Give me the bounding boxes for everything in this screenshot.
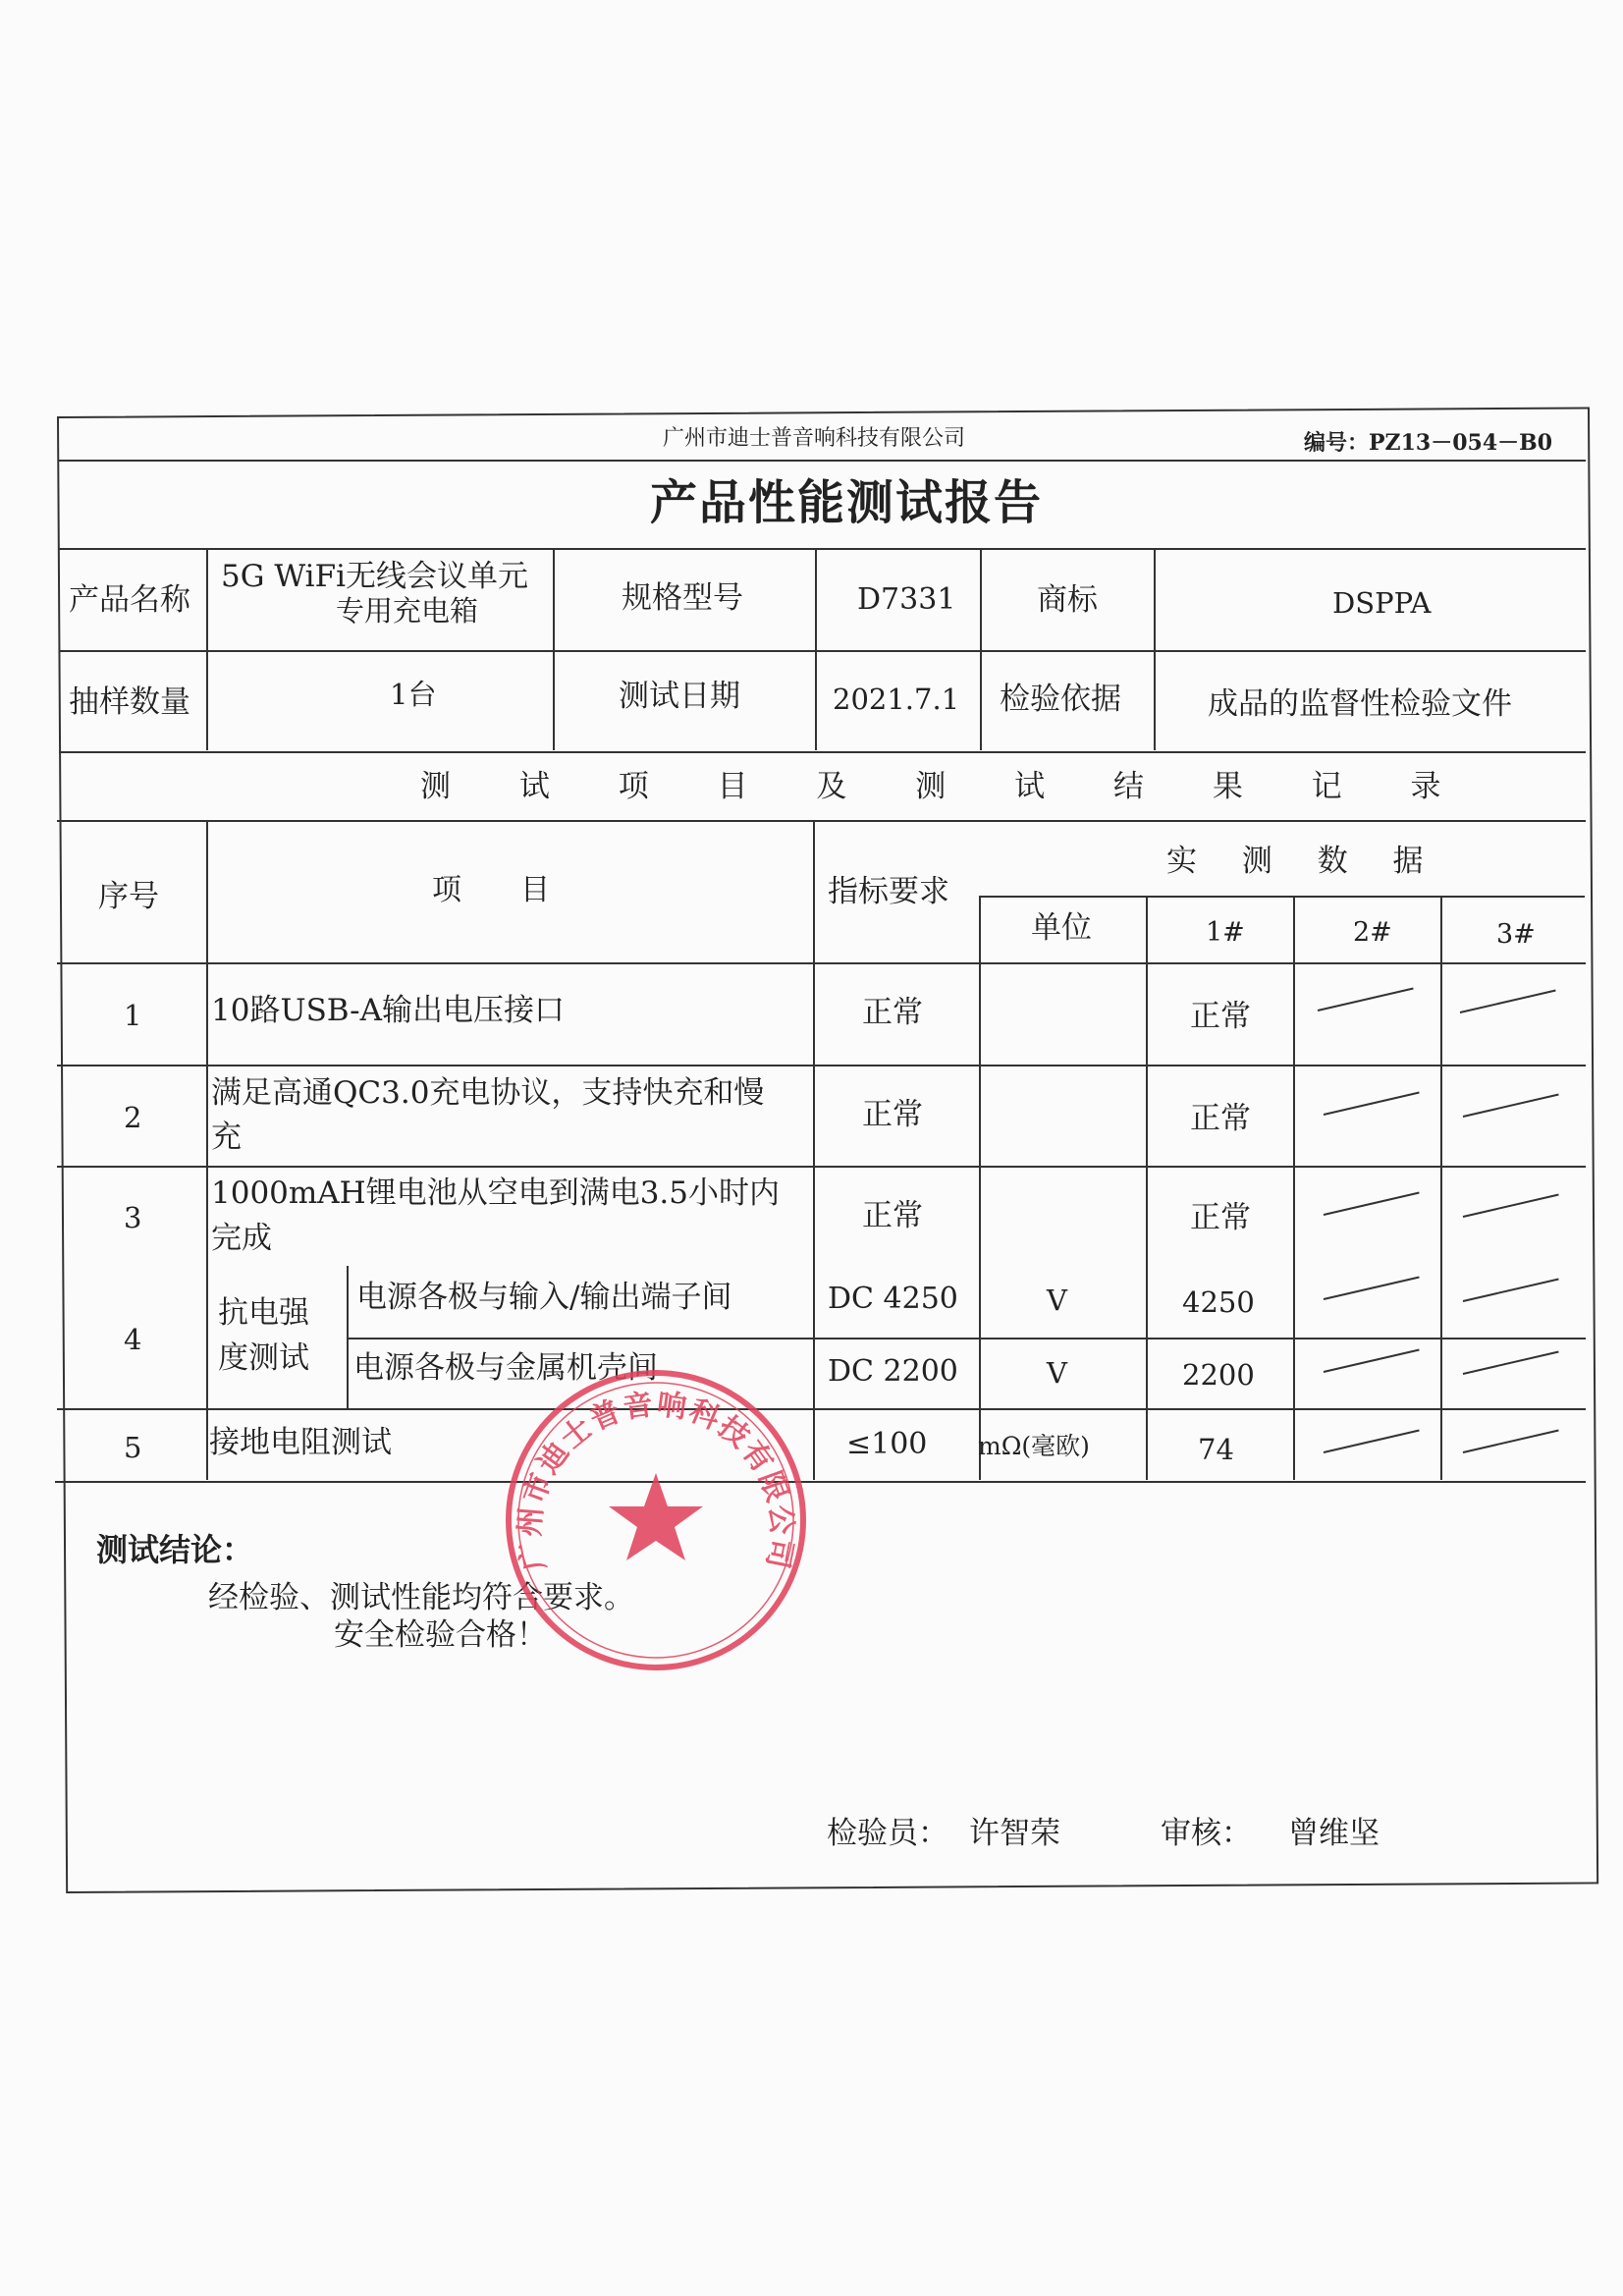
row-seq: 4	[124, 1323, 142, 1356]
row-item: 电源各极与金属机壳间	[353, 1350, 658, 1386]
product-name-value-2: 专用充电箱	[336, 594, 479, 628]
row-spec: ≤100	[846, 1427, 928, 1461]
brand-label: 商标	[1037, 582, 1098, 618]
group-label-2: 度测试	[218, 1340, 309, 1376]
conclusion-line-1: 经检验、测试性能均符合要求。	[208, 1580, 634, 1615]
header-spec: 指标要求	[828, 874, 949, 909]
product-name-label: 产品名称	[69, 582, 190, 618]
sample-value: 1台	[390, 678, 437, 711]
row-value-1: 2200	[1182, 1358, 1255, 1392]
row-item: 1000mAH锂电池从空电到满电3.5小时内	[211, 1175, 781, 1211]
conclusion-line-2: 安全检验合格！	[334, 1617, 547, 1653]
basis-value: 成品的监督性检验文件	[1208, 686, 1512, 722]
row-item: 接地电阻测试	[209, 1425, 392, 1460]
row-spec: DC 2200	[828, 1354, 958, 1389]
date-label: 测试日期	[619, 679, 740, 714]
model-value: D7331	[857, 582, 956, 617]
conclusion-label: 测试结论：	[96, 1531, 254, 1568]
brand-value: DSPPA	[1332, 586, 1432, 620]
header-seq: 序号	[98, 879, 159, 914]
company-seal	[499, 1363, 813, 1677]
row-value-1: 正常	[1190, 1101, 1251, 1136]
reviewer-label: 审核：	[1161, 1816, 1252, 1851]
seal-text: 广州市迪士普音响科技有限公司	[513, 1387, 799, 1573]
header-sample-1: 1#	[1206, 917, 1245, 948]
report-frame	[57, 407, 1598, 1893]
header-sample-3: 3#	[1496, 919, 1536, 950]
row-value-1: 74	[1198, 1433, 1234, 1466]
reviewer-name: 曾维坚	[1288, 1816, 1380, 1851]
inspector-name: 许智荣	[969, 1816, 1060, 1851]
row-value-1: 正常	[1190, 1200, 1251, 1235]
date-value: 2021.7.1	[833, 683, 960, 716]
row-item-2: 充	[211, 1120, 242, 1155]
row-unit: mΩ(毫欧)	[978, 1432, 1090, 1460]
group-label: 抗电强	[218, 1295, 309, 1331]
company-name: 广州市迪士普音响科技有限公司	[663, 426, 966, 451]
row-seq: 1	[124, 999, 142, 1032]
basis-label: 检验依据	[1000, 682, 1121, 717]
header-measured: 实 测 数 据	[1166, 844, 1441, 879]
header-unit: 单位	[1031, 910, 1092, 946]
header-sample-2: 2#	[1353, 917, 1392, 948]
row-value-1: 正常	[1190, 999, 1251, 1034]
document-number: 编号：PZ13－054－B0	[1304, 430, 1553, 456]
product-name-value: 5G WiFi无线会议单元	[221, 559, 528, 594]
sample-label: 抽样数量	[69, 684, 190, 720]
row-item: 电源各极与输入/输出端子间	[356, 1280, 732, 1315]
row-seq: 3	[124, 1201, 142, 1234]
row-spec: DC 4250	[828, 1282, 958, 1316]
row-unit: V	[1047, 1284, 1067, 1317]
row-spec: 正常	[862, 1097, 923, 1132]
row-spec: 正常	[862, 995, 923, 1030]
model-label: 规格型号	[622, 580, 743, 616]
inspector-label: 检验员：	[827, 1816, 948, 1851]
row-spec: 正常	[862, 1198, 923, 1233]
row-value-1: 4250	[1182, 1285, 1255, 1319]
row-item: 10路USB-A输出电压接口	[211, 993, 566, 1028]
header-item: 项 目	[432, 873, 550, 907]
row-item-2: 完成	[211, 1221, 272, 1256]
row-seq: 2	[124, 1101, 142, 1134]
row-seq: 5	[124, 1431, 142, 1464]
row-item: 满足高通QC3.0充电协议，支持快充和慢	[211, 1075, 765, 1111]
section-title: 测 试 项 目 及 测 试 结 果 记 录	[420, 769, 1471, 804]
report-title: 产品性能测试报告	[650, 475, 1044, 530]
row-unit: V	[1047, 1356, 1067, 1390]
